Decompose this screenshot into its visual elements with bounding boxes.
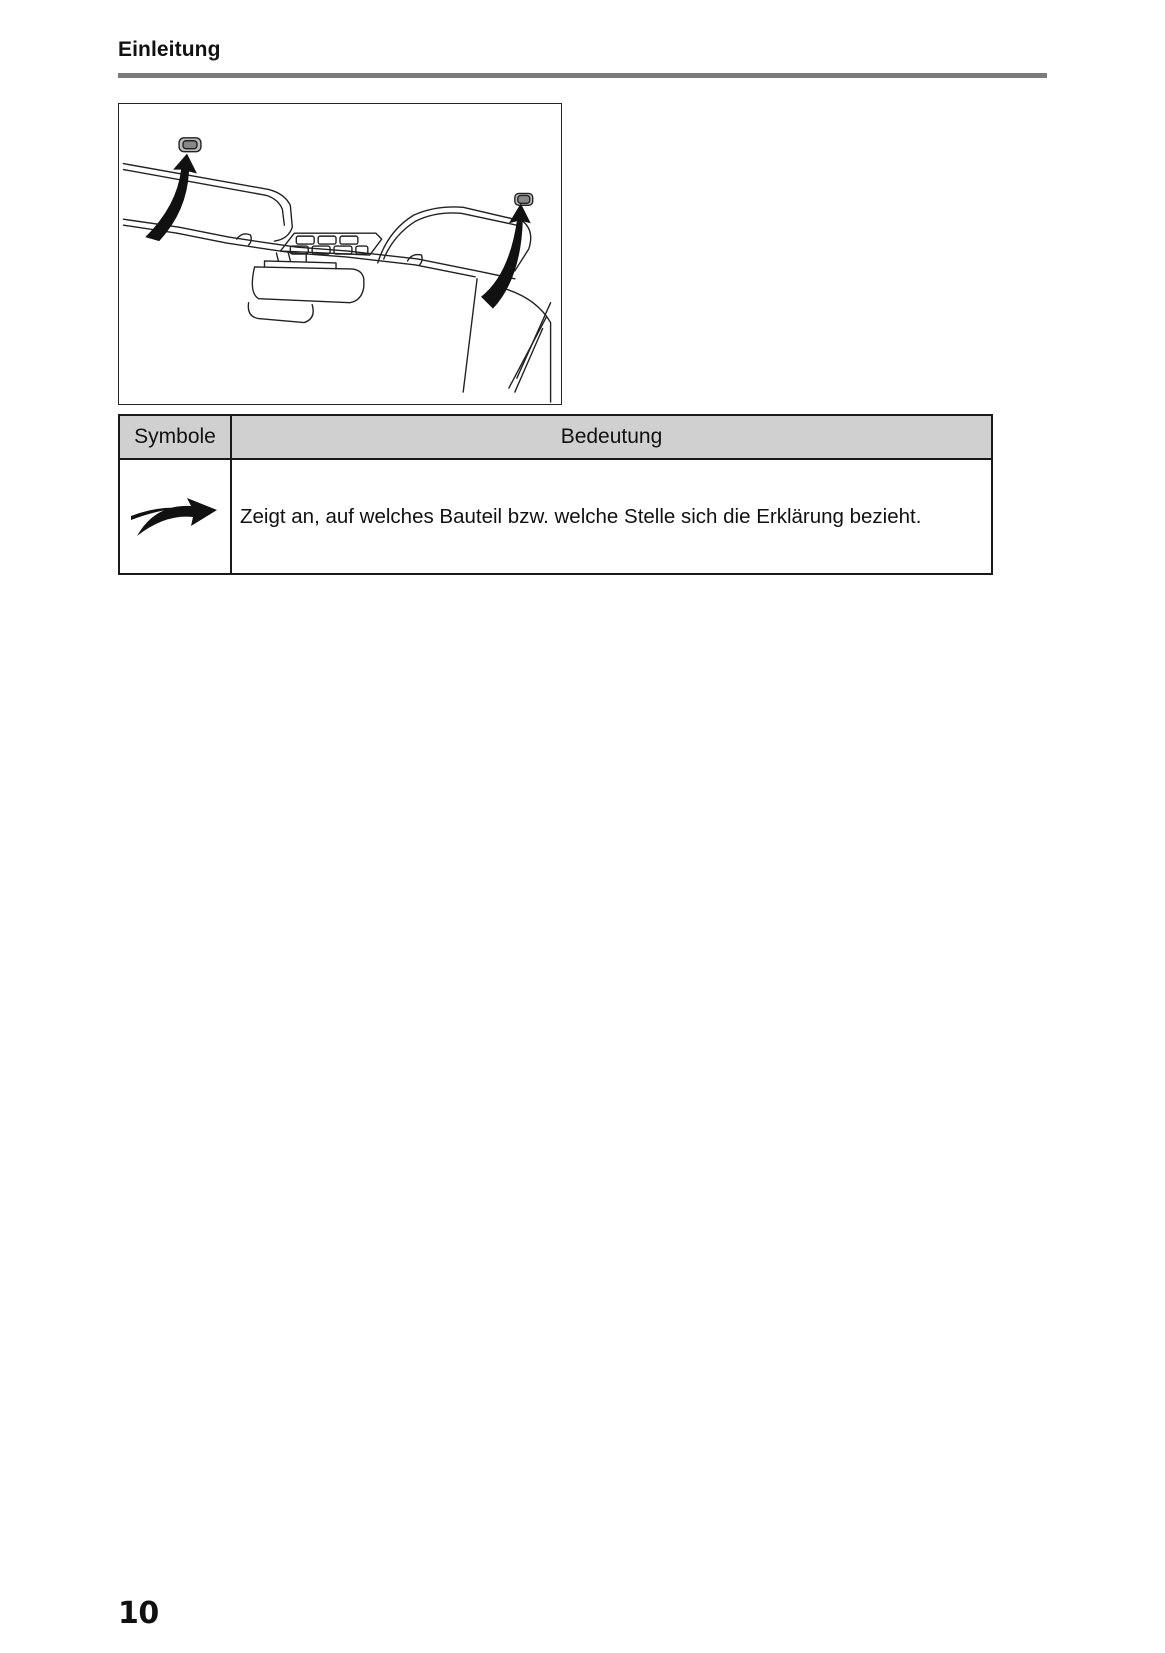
meaning-cell: Zeigt an, auf welches Bauteil bzw. welche Stelle sich die Erklärung bezieht. <box>231 459 992 574</box>
table-header-row <box>119 415 992 459</box>
header-rule <box>118 73 1047 78</box>
symbol-cell <box>119 459 231 574</box>
symbol-legend-table <box>118 414 993 575</box>
table-row <box>119 459 992 574</box>
curved-pointer-arrow-icon <box>127 484 223 544</box>
column-header-meaning: Bedeutung <box>231 415 992 459</box>
page-number: 10 <box>118 1596 159 1631</box>
roof-lamp-illustration <box>118 103 562 405</box>
section-title: Einleitung <box>118 38 221 61</box>
column-header-symbol: Symbole <box>119 415 231 459</box>
